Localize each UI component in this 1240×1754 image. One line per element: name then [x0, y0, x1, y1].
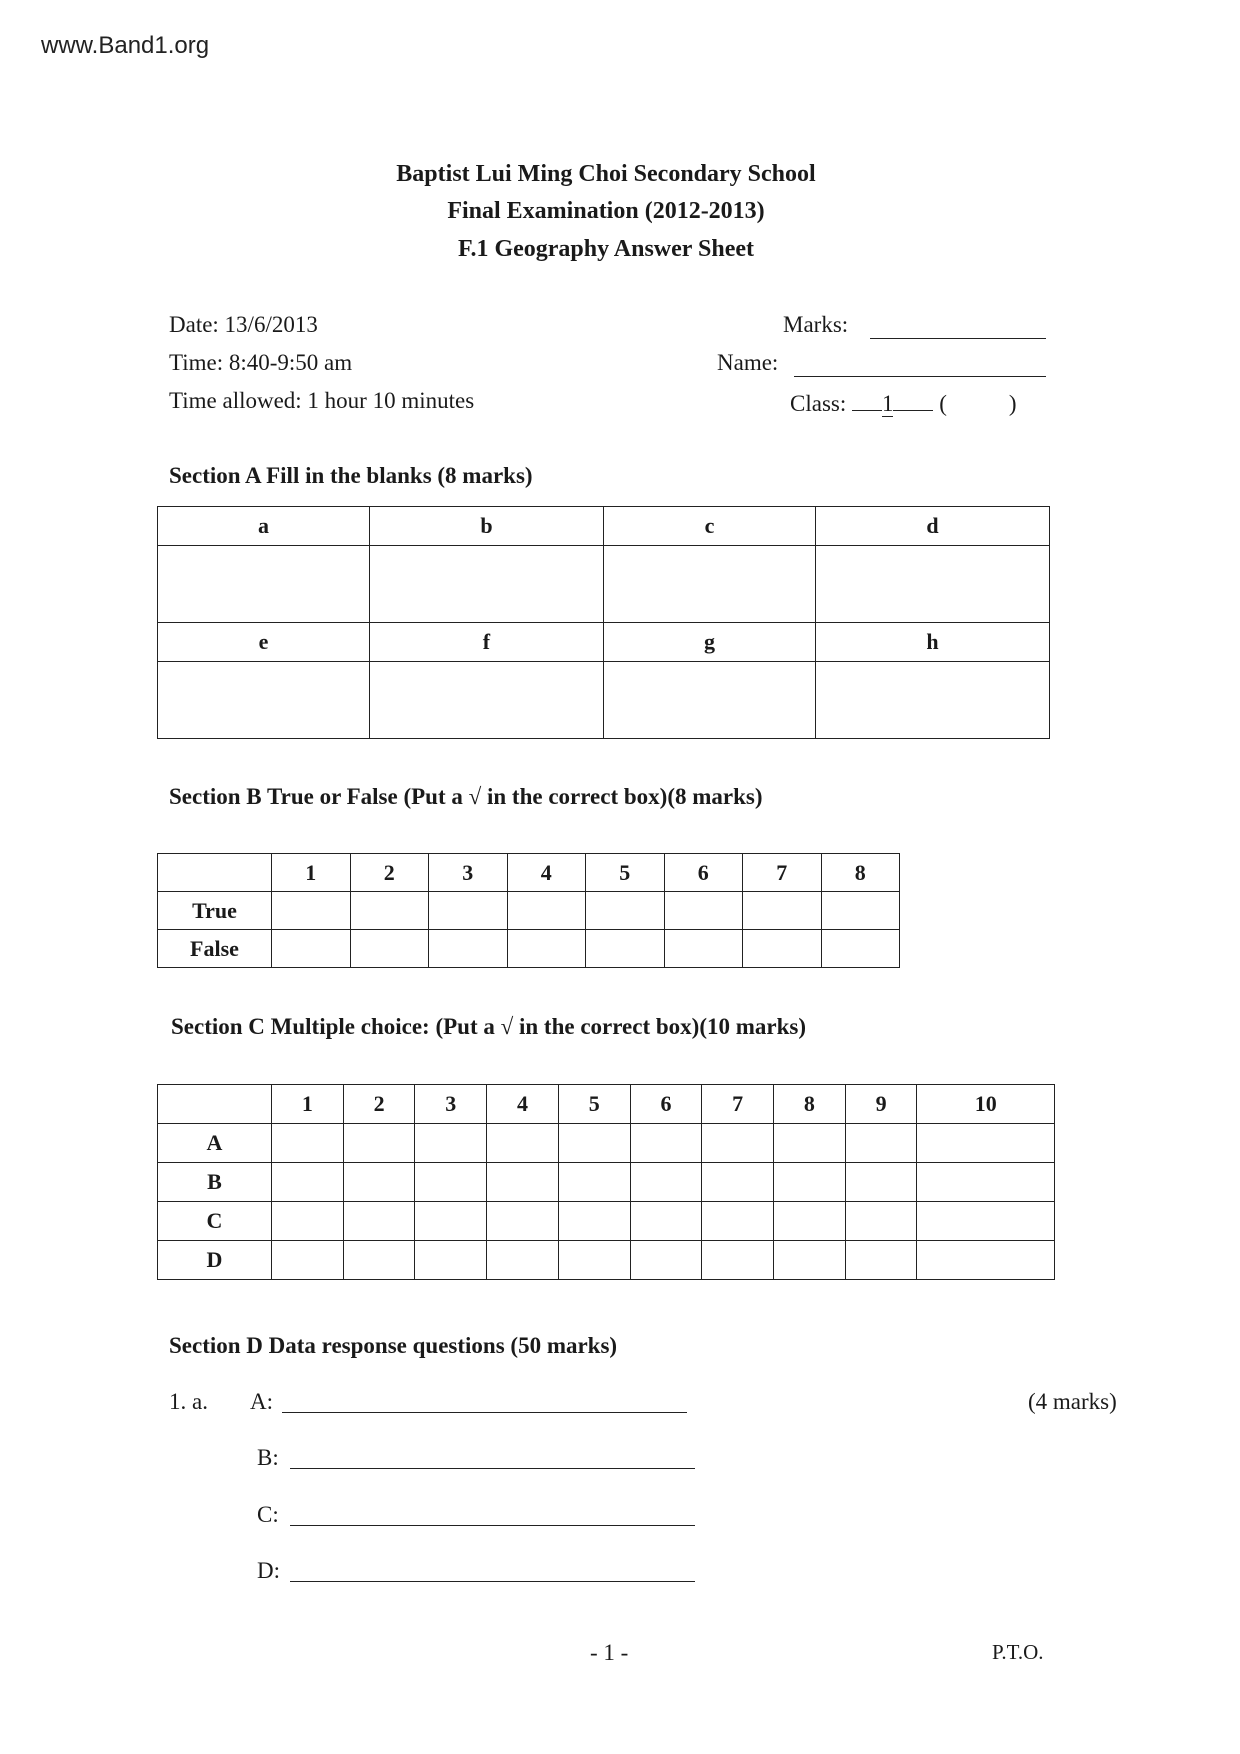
- col-header: h: [815, 623, 1049, 662]
- tick-box[interactable]: [845, 1124, 917, 1163]
- tick-box[interactable]: [845, 1241, 917, 1280]
- question-number: 1. a.: [169, 1389, 208, 1414]
- col-header: e: [158, 623, 370, 662]
- option-label: A: [158, 1124, 272, 1163]
- question-number-header: 4: [487, 1085, 559, 1124]
- question-number-header: 7: [743, 854, 822, 892]
- tick-box[interactable]: [558, 1124, 630, 1163]
- question-number-header: 10: [917, 1085, 1055, 1124]
- option-label: True: [158, 892, 272, 930]
- section-c-title: Section C Multiple choice: (Put a √ in the correct box)(10 marks): [171, 1014, 806, 1039]
- tick-box[interactable]: [487, 1241, 559, 1280]
- question-number-header: 5: [558, 1085, 630, 1124]
- tick-box[interactable]: [702, 1163, 774, 1202]
- exam-title: Final Examination (2012-2013): [447, 198, 765, 224]
- answer-line-c[interactable]: [290, 1503, 695, 1526]
- tick-box[interactable]: [415, 1202, 487, 1241]
- tick-box[interactable]: [272, 892, 351, 930]
- option-label: False: [158, 930, 272, 968]
- tick-box[interactable]: [917, 1163, 1055, 1202]
- answer-label-d: D:: [257, 1558, 280, 1583]
- tick-box[interactable]: [630, 1124, 702, 1163]
- answer-cell[interactable]: [158, 546, 370, 623]
- marks-label: Marks:: [783, 312, 849, 337]
- answer-cell[interactable]: [815, 662, 1049, 739]
- tick-box[interactable]: [821, 930, 900, 968]
- tick-box[interactable]: [774, 1163, 846, 1202]
- col-header: c: [603, 507, 815, 546]
- question-number-header: 3: [429, 854, 508, 892]
- tick-box[interactable]: [558, 1163, 630, 1202]
- tick-box[interactable]: [917, 1241, 1055, 1280]
- tick-box[interactable]: [702, 1241, 774, 1280]
- question-number-header: 3: [415, 1085, 487, 1124]
- tick-box[interactable]: [586, 892, 665, 930]
- tick-box[interactable]: [774, 1241, 846, 1280]
- time-allowed: Time allowed: 1 hour 10 minutes: [169, 388, 475, 413]
- option-label: C: [158, 1202, 272, 1241]
- answer-label-c: C:: [257, 1502, 279, 1527]
- answer-cell[interactable]: [369, 546, 603, 623]
- tick-box[interactable]: [272, 1124, 344, 1163]
- tick-box[interactable]: [702, 1124, 774, 1163]
- tick-box[interactable]: [415, 1241, 487, 1280]
- corner-cell: [158, 854, 272, 892]
- tick-box[interactable]: [272, 930, 351, 968]
- tick-box[interactable]: [272, 1241, 344, 1280]
- tick-box[interactable]: [558, 1202, 630, 1241]
- answer-cell[interactable]: [369, 662, 603, 739]
- answer-cell[interactable]: [158, 662, 370, 739]
- exam-time: Time: 8:40-9:50 am: [169, 350, 353, 375]
- tick-box[interactable]: [272, 1163, 344, 1202]
- question-number-header: 4: [507, 854, 586, 892]
- watermark: www.Band1.org: [41, 32, 210, 59]
- col-header: g: [603, 623, 815, 662]
- question-number-header: 1: [272, 854, 351, 892]
- question-number-header: 9: [845, 1085, 917, 1124]
- tick-box[interactable]: [630, 1163, 702, 1202]
- school-name: Baptist Lui Ming Choi Secondary School: [396, 161, 816, 187]
- section-b-table: [157, 853, 900, 968]
- tick-box[interactable]: [343, 1241, 415, 1280]
- question-number-header: 8: [774, 1085, 846, 1124]
- tick-box[interactable]: [743, 892, 822, 930]
- question-number-header: 5: [586, 854, 665, 892]
- tick-box[interactable]: [343, 1124, 415, 1163]
- section-b-title: Section B True or False (Put a √ in the correct box)(8 marks): [169, 784, 763, 809]
- question-number-header: 1: [272, 1085, 344, 1124]
- tick-box[interactable]: [664, 892, 743, 930]
- tick-box[interactable]: [415, 1163, 487, 1202]
- col-header: a: [158, 507, 370, 546]
- answer-label-a: A:: [250, 1389, 273, 1414]
- tick-box[interactable]: [664, 930, 743, 968]
- class-number-open: (: [939, 391, 947, 416]
- question-number-header: 7: [702, 1085, 774, 1124]
- tick-box[interactable]: [845, 1202, 917, 1241]
- sheet-title: F.1 Geography Answer Sheet: [457, 236, 754, 262]
- exam-date: Date: 13/6/2013: [169, 312, 318, 337]
- tick-box[interactable]: [630, 1241, 702, 1280]
- class-label: Class:: [790, 391, 847, 416]
- name-blank[interactable]: [794, 354, 1046, 377]
- class-field[interactable]: [790, 388, 1017, 417]
- pto-note: P.T.O.: [992, 1640, 1044, 1664]
- tick-box[interactable]: [507, 930, 586, 968]
- tick-box[interactable]: [774, 1124, 846, 1163]
- tick-box[interactable]: [821, 892, 900, 930]
- section-c-table: [157, 1084, 1055, 1280]
- question-number-header: 2: [350, 854, 429, 892]
- option-label: B: [158, 1163, 272, 1202]
- tick-box[interactable]: [507, 892, 586, 930]
- tick-box[interactable]: [350, 930, 429, 968]
- tick-box[interactable]: [917, 1202, 1055, 1241]
- name-label: Name:: [717, 350, 779, 375]
- section-a-title: Section A Fill in the blanks (8 marks): [169, 463, 533, 488]
- answer-line-d[interactable]: [290, 1559, 695, 1582]
- question-marks: (4 marks): [1028, 1389, 1117, 1414]
- tick-box[interactable]: [845, 1163, 917, 1202]
- tick-box[interactable]: [743, 930, 822, 968]
- answer-line-b[interactable]: [290, 1446, 695, 1469]
- tick-box[interactable]: [487, 1124, 559, 1163]
- class-number-close: ): [1008, 391, 1017, 416]
- tick-box[interactable]: [558, 1241, 630, 1280]
- answer-cell[interactable]: [815, 546, 1049, 623]
- tick-box[interactable]: [774, 1202, 846, 1241]
- col-header: f: [369, 623, 603, 662]
- tick-box[interactable]: [917, 1124, 1055, 1163]
- question-number-header: 6: [630, 1085, 702, 1124]
- class-value: 1: [881, 391, 894, 416]
- tick-box[interactable]: [350, 892, 429, 930]
- option-label: D: [158, 1241, 272, 1280]
- class-blank-left: [852, 388, 882, 411]
- tick-box[interactable]: [429, 892, 508, 930]
- answer-cell[interactable]: [603, 662, 815, 739]
- question-number-header: 2: [343, 1085, 415, 1124]
- tick-box[interactable]: [272, 1202, 344, 1241]
- answer-label-b: B:: [257, 1445, 279, 1470]
- col-header: d: [815, 507, 1049, 546]
- question-number-header: 8: [821, 854, 900, 892]
- tick-box[interactable]: [429, 930, 508, 968]
- page-number: - 1 -: [590, 1640, 629, 1665]
- tick-box[interactable]: [343, 1202, 415, 1241]
- class-blank-right: [893, 388, 933, 411]
- tick-box[interactable]: [415, 1124, 487, 1163]
- section-a-table: [157, 506, 1050, 739]
- answer-line-a[interactable]: [282, 1390, 687, 1413]
- marks-blank[interactable]: [870, 316, 1046, 339]
- tick-box[interactable]: [343, 1163, 415, 1202]
- tick-box[interactable]: [630, 1202, 702, 1241]
- tick-box[interactable]: [487, 1163, 559, 1202]
- answer-cell[interactable]: [603, 546, 815, 623]
- section-d-title: Section D Data response questions (50 marks): [169, 1333, 618, 1358]
- col-header: b: [369, 507, 603, 546]
- tick-box[interactable]: [586, 930, 665, 968]
- tick-box[interactable]: [487, 1202, 559, 1241]
- question-number-header: 6: [664, 854, 743, 892]
- tick-box[interactable]: [702, 1202, 774, 1241]
- corner-cell: [158, 1085, 272, 1124]
